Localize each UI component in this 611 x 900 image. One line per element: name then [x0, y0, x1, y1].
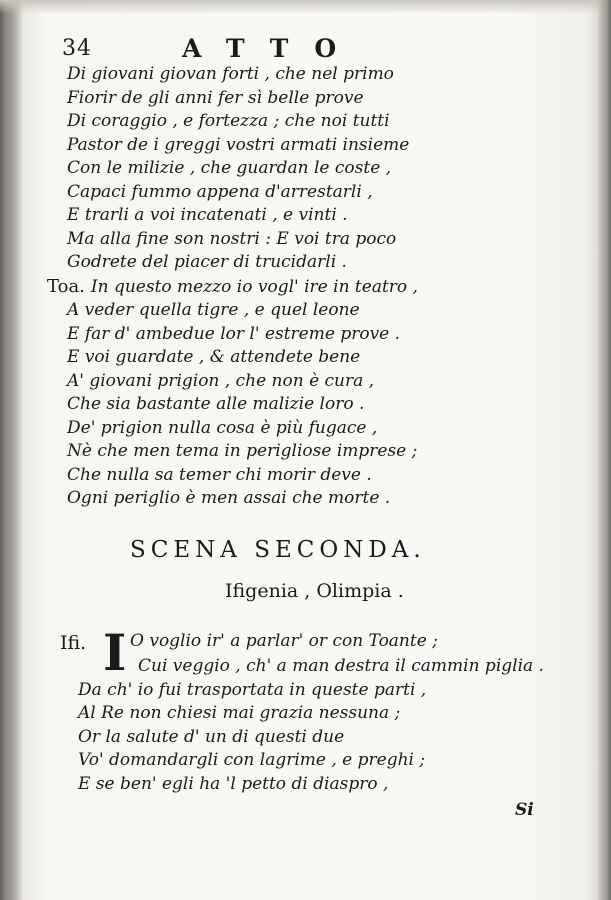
verse-line: Da ch' io fui trasportata in queste parti ,: [78, 679, 427, 700]
verse-block-1: [0, 63, 560, 511]
drop-capital: I: [103, 623, 127, 682]
verse-line: A veder quella tigre , e quel leone: [67, 300, 360, 320]
top-edge-shadow: [0, 0, 611, 14]
verse-line: E se ben' egli ha 'l petto di diaspro ,: [78, 773, 389, 794]
running-title: ATTO: [182, 34, 363, 63]
verse-line: Pastor de i greggi vostri armati insieme: [67, 134, 410, 155]
verse-line: De' prigion nulla cosa è più fugace ,: [67, 417, 378, 438]
verse-line: E voi guardate , & attendete bene: [67, 347, 361, 367]
verse-line-text: O voglio ir' a parlar' or con Toante ;: [130, 631, 438, 651]
verse-line: A' giovani prigion , che non è cura ,: [67, 370, 375, 391]
verse-line-text: In questo mezzo io vogl' ire in teatro ,: [90, 276, 418, 297]
verse-line: Con le milizie , che guardan le coste ,: [67, 158, 392, 178]
page-number: 34: [62, 36, 92, 61]
verse-line: Che sia bastante alle malizie loro .: [67, 394, 365, 414]
catchword: Si: [515, 800, 534, 820]
speaker-label: Ifi.: [60, 632, 87, 654]
verse-line: Al Re non chiesi mai grazia nessuna ;: [78, 703, 401, 723]
verse-line: Che nulla sa temer chi morir deve .: [67, 464, 372, 485]
verse-block-2: [0, 623, 560, 796]
scene-characters: Ifigenia , Olimpia .: [225, 580, 404, 602]
verse-line: Fiorir de gli anni fer sì belle prove: [67, 87, 364, 108]
verse-line: Vo' domandargli con lagrime , e preghi ;: [78, 750, 426, 770]
verse-line: Di coraggio , e fortezza ; che noi tutti: [67, 111, 390, 131]
scene-title: SCENA SECONDA.: [130, 537, 426, 563]
verse-line: E far d' ambedue lor l' estreme prove .: [67, 323, 401, 344]
verse-line: Ma alla fine son nostri : E voi tra poco: [67, 228, 397, 249]
verse-line: Cui veggio , ch' a man destra il cammin piglia .: [138, 656, 544, 676]
speech-opening-line: [0, 275, 560, 300]
page-edge-shadow: [597, 0, 611, 900]
verse-line: Capaci fummo appena d'arrestarli ,: [67, 181, 373, 202]
verse-line: E trarli a voi incatenati , e vinti .: [67, 205, 348, 225]
verse-line: Ogni periglio è men assai che morte .: [67, 488, 391, 508]
verse-line: Godrete del piacer di trucidarli .: [67, 252, 347, 272]
verse-line: Di giovani giovan forti , che nel primo: [67, 64, 394, 84]
verse-line: Or la salute d' un di questi due: [78, 726, 345, 747]
verse-line: Nè che men tema in perigliose imprese ;: [67, 441, 418, 461]
speaker-label: Toa.: [47, 275, 85, 297]
